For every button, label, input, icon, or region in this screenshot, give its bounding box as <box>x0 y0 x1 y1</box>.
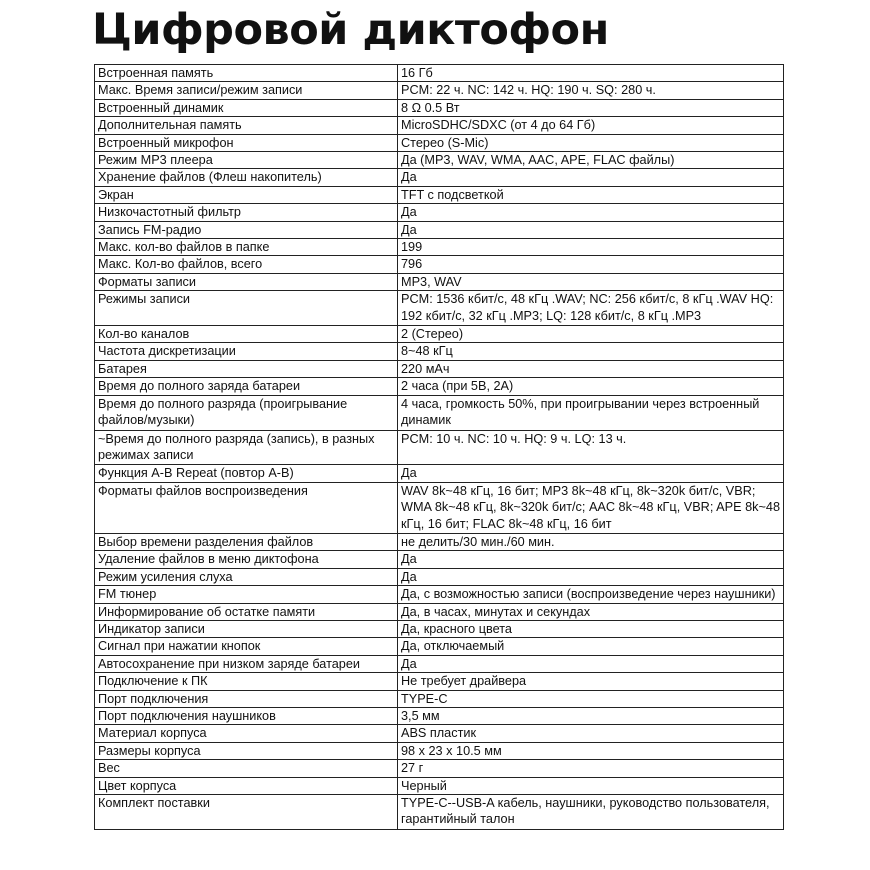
spec-param-cell: Порт подключения <box>95 690 398 707</box>
spec-param-cell: Встроенный динамик <box>95 99 398 116</box>
spec-value-cell: 4 часа, громкость 50%, при проигрывании через встроенный динамик <box>398 395 784 430</box>
spec-param-cell: Кол-во каналов <box>95 326 398 343</box>
table-row <box>95 134 784 151</box>
table-row <box>95 742 784 759</box>
spec-param-cell: Режим усиления слуха <box>95 568 398 585</box>
table-row <box>95 482 784 533</box>
table-row <box>95 568 784 585</box>
table-row <box>95 725 784 742</box>
table-row <box>95 82 784 99</box>
spec-param-cell: Низкочастотный фильтр <box>95 204 398 221</box>
table-row <box>95 603 784 620</box>
spec-param-cell: Функция A-B Repeat (повтор A-B) <box>95 465 398 482</box>
spec-param-cell: Порт подключения наушников <box>95 707 398 724</box>
spec-value-cell: Да <box>398 551 784 568</box>
table-row <box>95 326 784 343</box>
spec-value-cell: Да <box>398 655 784 672</box>
table-row <box>95 204 784 221</box>
table-row <box>95 673 784 690</box>
spec-value-cell: PCM: 1536 кбит/с, 48 кГц .WAV; NC: 256 кбит/с, 8 кГц .WAV HQ: 192 кбит/с, 32 кГц .MP3; LQ: 128 кбит/с, 8 кГц .MP3 <box>398 291 784 326</box>
spec-param-cell: Время до полного разряда (проигрывание файлов/музыки) <box>95 395 398 430</box>
spec-param-cell: Информирование об остатке памяти <box>95 603 398 620</box>
spec-param-cell: Встроенный микрофон <box>95 134 398 151</box>
table-row <box>95 395 784 430</box>
table-row <box>95 239 784 256</box>
spec-param-cell: Подключение к ПК <box>95 673 398 690</box>
spec-value-cell: Да <box>398 568 784 585</box>
spec-value-cell: TYPE-C--USB-A кабель, наушники, руководство пользователя, гарантийный талон <box>398 794 784 829</box>
spec-value-cell: MP3, WAV <box>398 273 784 290</box>
spec-param-cell: Форматы файлов воспроизведения <box>95 482 398 533</box>
table-row <box>95 99 784 116</box>
spec-param-cell: Удаление файлов в меню диктофона <box>95 551 398 568</box>
spec-value-cell: 27 г <box>398 760 784 777</box>
spec-value-cell: 2 часа (при 5В, 2А) <box>398 378 784 395</box>
spec-value-cell: Черный <box>398 777 784 794</box>
spec-param-cell: Макс. Время записи/режим записи <box>95 82 398 99</box>
spec-value-cell: Не требует драйвера <box>398 673 784 690</box>
table-row <box>95 760 784 777</box>
table-row <box>95 533 784 550</box>
table-row <box>95 690 784 707</box>
spec-param-cell: Время до полного заряда батареи <box>95 378 398 395</box>
table-row <box>95 378 784 395</box>
spec-param-cell: FM тюнер <box>95 586 398 603</box>
table-row <box>95 430 784 465</box>
spec-table <box>94 64 784 830</box>
table-row <box>95 256 784 273</box>
spec-param-cell: Автосохранение при низком заряде батареи <box>95 655 398 672</box>
spec-param-cell: ~Время до полного разряда (запись), в разных режимах записи <box>95 430 398 465</box>
spec-param-cell: Комплект поставки <box>95 794 398 829</box>
spec-param-cell: Форматы записи <box>95 273 398 290</box>
spec-value-cell: 199 <box>398 239 784 256</box>
spec-value-cell: Да (MP3, WAV, WMA, AAC, APE, FLAC файлы) <box>398 152 784 169</box>
table-row <box>95 343 784 360</box>
spec-value-cell: 3,5 мм <box>398 707 784 724</box>
spec-param-cell: Экран <box>95 186 398 203</box>
spec-value-cell: Да, с возможностью записи (воспроизведение через наушники) <box>398 586 784 603</box>
table-row <box>95 586 784 603</box>
spec-value-cell: Да, в часах, минутах и секундах <box>398 603 784 620</box>
table-row <box>95 273 784 290</box>
table-row <box>95 620 784 637</box>
spec-value-cell: MicroSDHC/SDXC (от 4 до 64 Гб) <box>398 117 784 134</box>
table-row <box>95 152 784 169</box>
table-row <box>95 551 784 568</box>
spec-value-cell: 16 Гб <box>398 65 784 82</box>
spec-value-cell: 8 Ω 0.5 Вт <box>398 99 784 116</box>
table-row <box>95 465 784 482</box>
spec-value-cell: Стерео (S-Mic) <box>398 134 784 151</box>
spec-param-cell: Индикатор записи <box>95 620 398 637</box>
table-row <box>95 707 784 724</box>
spec-param-cell: Хранение файлов (Флеш накопитель) <box>95 169 398 186</box>
table-row <box>95 221 784 238</box>
spec-param-cell: Сигнал при нажатии кнопок <box>95 638 398 655</box>
spec-param-cell: Запись FM-радио <box>95 221 398 238</box>
spec-param-cell: Материал корпуса <box>95 725 398 742</box>
table-row <box>95 291 784 326</box>
spec-value-cell: Да <box>398 169 784 186</box>
spec-value-cell: PCM: 10 ч. NC: 10 ч. HQ: 9 ч. LQ: 13 ч. <box>398 430 784 465</box>
page-title: Цифровой диктофон <box>92 5 609 55</box>
table-row <box>95 186 784 203</box>
spec-value-cell: 98 x 23 x 10.5 мм <box>398 742 784 759</box>
spec-param-cell: Вес <box>95 760 398 777</box>
spec-value-cell: Да, красного цвета <box>398 620 784 637</box>
table-row <box>95 638 784 655</box>
spec-param-cell: Выбор времени разделения файлов <box>95 533 398 550</box>
spec-param-cell: Цвет корпуса <box>95 777 398 794</box>
spec-value-cell: ABS пластик <box>398 725 784 742</box>
spec-param-cell: Частота дискретизации <box>95 343 398 360</box>
spec-param-cell: Макс. Кол-во файлов, всего <box>95 256 398 273</box>
spec-value-cell: TYPE-C <box>398 690 784 707</box>
spec-value-cell: PCM: 22 ч. NC: 142 ч. HQ: 190 ч. SQ: 280 ч. <box>398 82 784 99</box>
spec-param-cell: Встроенная память <box>95 65 398 82</box>
table-row <box>95 777 784 794</box>
table-row <box>95 794 784 829</box>
spec-param-cell: Режим MP3 плеера <box>95 152 398 169</box>
spec-param-cell: Размеры корпуса <box>95 742 398 759</box>
spec-value-cell: WAV 8k~48 кГц, 16 бит; MP3 8k~48 кГц, 8k~320k бит/с, VBR; WMA 8k~48 кГц, 8k~320k бит/с; AAC 8k~48 кГц, VBR; APE 8k~48 кГц, 16 бит; FLAC 8k~48 кГц, 16 бит <box>398 482 784 533</box>
spec-value-cell: Да <box>398 221 784 238</box>
spec-param-cell: Режимы записи <box>95 291 398 326</box>
table-row <box>95 169 784 186</box>
table-row <box>95 65 784 82</box>
spec-table-body <box>95 65 784 830</box>
spec-value-cell: Да <box>398 465 784 482</box>
spec-param-cell: Макс. кол-во файлов в папке <box>95 239 398 256</box>
spec-value-cell: 796 <box>398 256 784 273</box>
table-row <box>95 360 784 377</box>
spec-value-cell: TFT с подсветкой <box>398 186 784 203</box>
spec-value-cell: не делить/30 мин./60 мин. <box>398 533 784 550</box>
spec-value-cell: 220 мАч <box>398 360 784 377</box>
spec-value-cell: 2 (Стерео) <box>398 326 784 343</box>
table-row <box>95 117 784 134</box>
spec-value-cell: Да, отключаемый <box>398 638 784 655</box>
table-row <box>95 655 784 672</box>
spec-param-cell: Батарея <box>95 360 398 377</box>
spec-value-cell: 8~48 кГц <box>398 343 784 360</box>
spec-param-cell: Дополнительная память <box>95 117 398 134</box>
spec-value-cell: Да <box>398 204 784 221</box>
